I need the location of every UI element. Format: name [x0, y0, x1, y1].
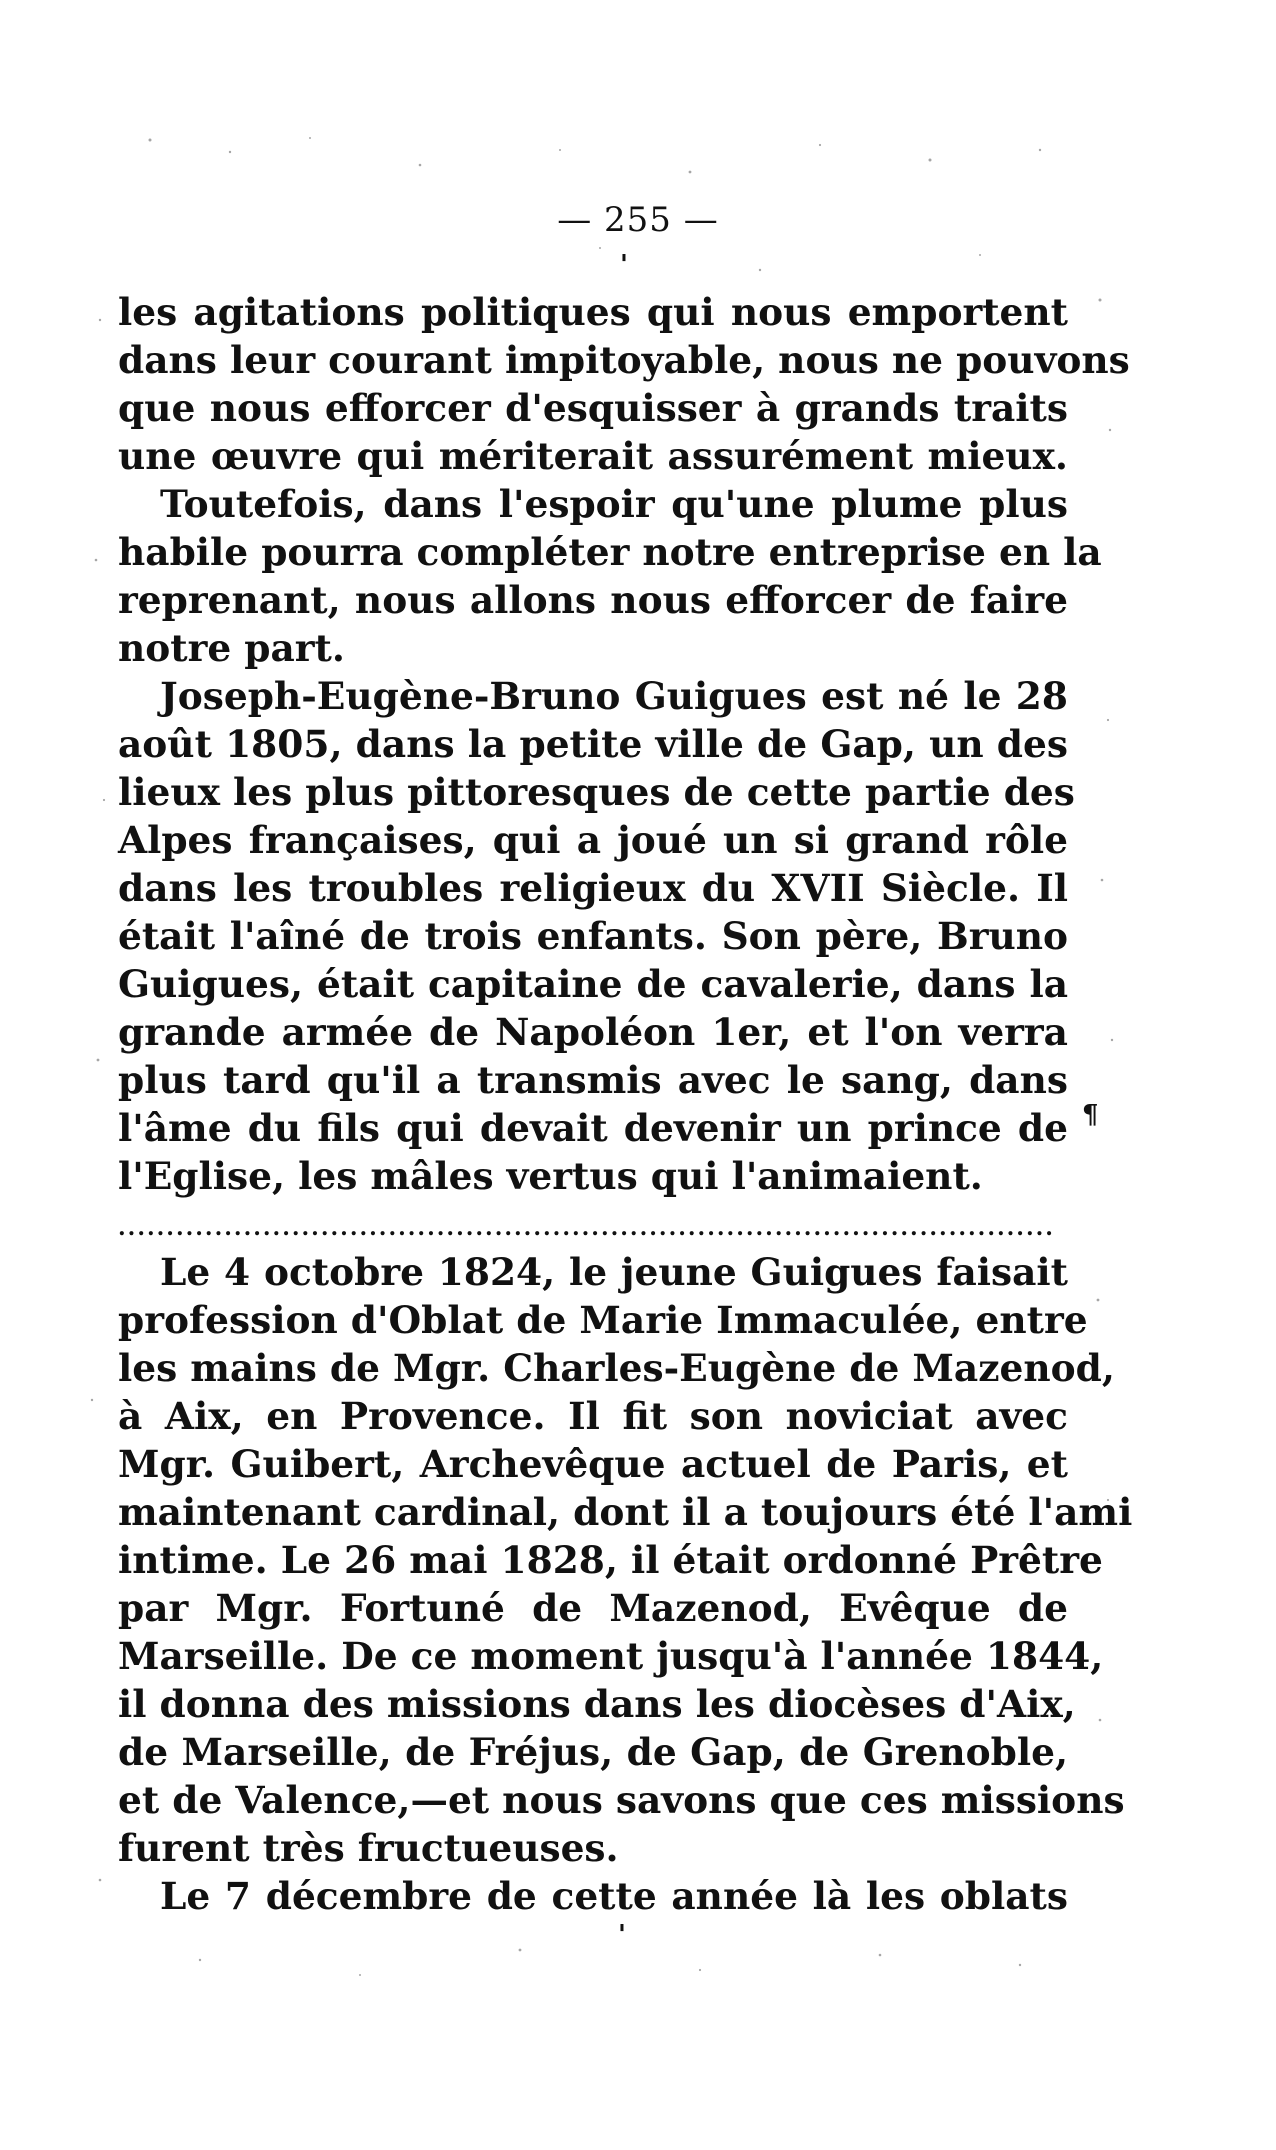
text-line: maintenant cardinal, dont il a toujours été l'ami — [118, 1490, 1133, 1534]
text-line: dans les troubles religieux du XVII Siècle. Il — [118, 866, 1068, 910]
text-line: Alpes françaises, qui a joué un si grand rôle — [118, 818, 1068, 862]
section-separator: ................................................................................................. — [118, 1215, 1055, 1241]
text-line: les mains de Mgr. Charles-Eugène de Mazenod, — [118, 1346, 1115, 1390]
page-number: — 255 — — [557, 200, 719, 240]
stray-mark: ¶ — [1082, 1100, 1099, 1130]
text-line: de Marseille, de Fréjus, de Gap, de Grenoble, — [118, 1730, 1068, 1774]
text-line: furent très fructueuses. — [118, 1826, 619, 1870]
text-line: Marseille. De ce moment jusqu'à l'année 1844, — [118, 1634, 1104, 1678]
text-line: l'Eglise, les mâles vertus qui l'animaient. — [118, 1154, 983, 1198]
text-line: août 1805, dans la petite ville de Gap, un des — [118, 722, 1068, 766]
text-line: plus tard qu'il a transmis avec le sang, dans — [118, 1058, 1068, 1102]
text-line: dans leur courant impitoyable, nous ne pouvons — [118, 338, 1130, 382]
text-line: que nous efforcer d'esquisser à grands traits — [118, 386, 1068, 430]
text-line: notre part. — [118, 626, 345, 670]
stray-mark: ' — [620, 250, 628, 280]
text-line: était l'aîné de trois enfants. Son père, Bruno — [118, 914, 1068, 958]
text-line: une œuvre qui mériterait assurément mieux. — [118, 434, 1068, 478]
text-line: grande armée de Napoléon 1er, et l'on verra — [118, 1010, 1068, 1054]
text-line: Joseph-Eugène-Bruno Guigues est né le 28 — [160, 674, 1068, 718]
text-line: Le 4 octobre 1824, le jeune Guigues faisait — [160, 1250, 1068, 1294]
text-line: et de Valence,—et nous savons que ces missions — [118, 1778, 1125, 1822]
text-line: il donna des missions dans les diocèses d'Aix, — [118, 1682, 1076, 1726]
text-line: par Mgr. Fortuné de Mazenod, Evêque de — [118, 1586, 1068, 1630]
text-line: intime. Le 26 mai 1828, il était ordonné Prêtre — [118, 1538, 1103, 1582]
text-line: les agitations politiques qui nous emportent — [118, 290, 1068, 334]
text-line: Le 7 décembre de cette année là les oblats — [160, 1874, 1068, 1918]
text-line: habile pourra compléter notre entreprise en la — [118, 530, 1102, 574]
text-line: lieux les plus pittoresques de cette partie des — [118, 770, 1075, 814]
text-line: l'âme du fils qui devait devenir un prince de — [118, 1106, 1068, 1150]
text-line: Toutefois, dans l'espoir qu'une plume plus — [160, 482, 1068, 526]
text-line: Guigues, était capitaine de cavalerie, dans la — [118, 962, 1068, 1006]
stray-mark: ' — [618, 1920, 626, 1950]
text-line: profession d'Oblat de Marie Immaculée, entre — [118, 1298, 1088, 1342]
text-line: Mgr. Guibert, Archevêque actuel de Paris, et — [118, 1442, 1068, 1486]
text-line: à Aix, en Provence. Il fit son noviciat avec — [118, 1394, 1068, 1438]
text-line: reprenant, nous allons nous efforcer de faire — [118, 578, 1068, 622]
